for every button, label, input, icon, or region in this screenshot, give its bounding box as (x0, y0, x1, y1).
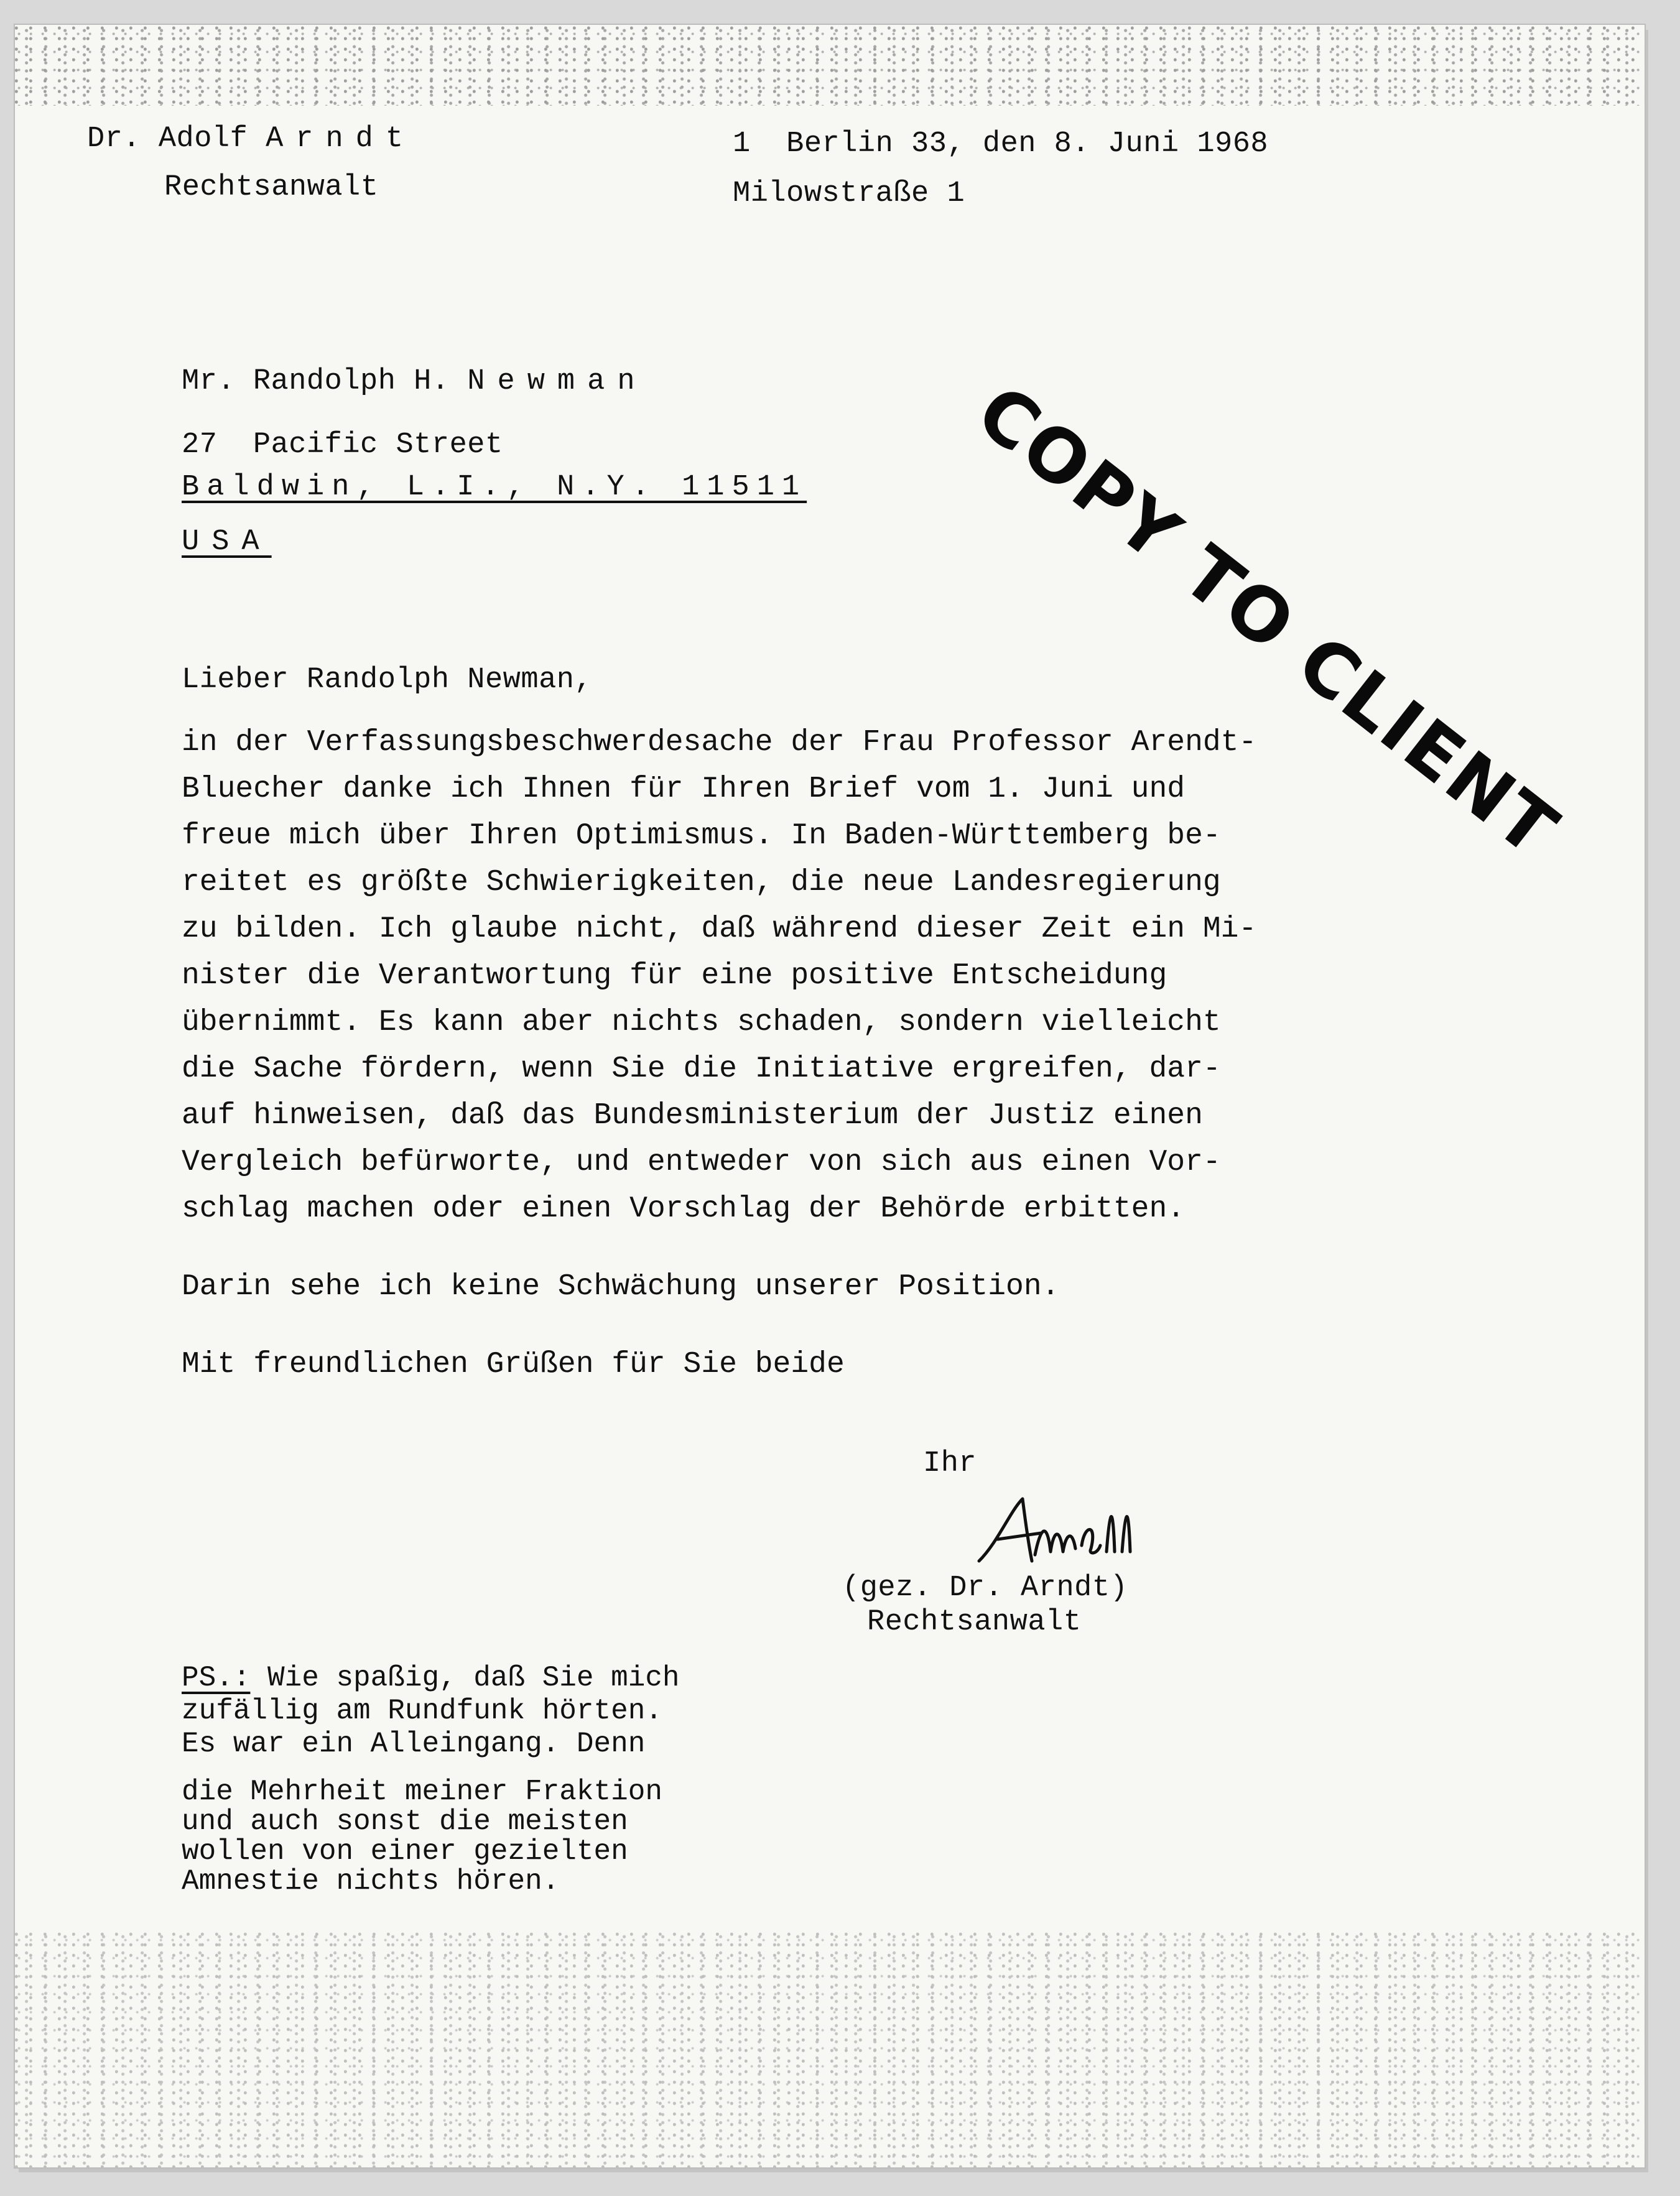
body-line: schlag machen oder einen Vorschlag der Behörde erbitten. (182, 1192, 1186, 1226)
ps-line: Amnestie nichts hören. (182, 1865, 560, 1897)
body-line: nister die Verantwortung für eine positive Entscheidung (182, 959, 1167, 993)
ps-line: Es war ein Alleingang. Denn (182, 1728, 646, 1760)
body-line: in der Verfassungsbeschwerdesache der Frau Professor Arendt- (182, 726, 1257, 759)
recipient-surname: Newman (467, 365, 647, 398)
copier-noise-bottom (15, 1931, 1645, 2167)
ps-line: und auch sonst die meisten (182, 1805, 628, 1838)
recipient-country: USA (182, 526, 272, 558)
body-line: reitet es größte Schwierigkeiten, die neue Landesregierung (182, 866, 1221, 899)
body-line: übernimmt. Es kann aber nichts schaden, sondern vielleicht (182, 1006, 1221, 1039)
place-date: 1 Berlin 33, den 8. Juni 1968 (733, 127, 1269, 160)
ps-first-line (182, 1664, 680, 1692)
body-line: freue mich über Ihren Optimismus. In Baden-Württemberg be- (182, 819, 1221, 853)
ps-text: Wie spaßig, daß Sie mich (267, 1662, 680, 1694)
sender-street: Milowstraße 1 (733, 177, 965, 210)
copy-to-client-stamp: COPY TO CLIENT (961, 368, 1575, 874)
sender-profession: Rechtsanwalt (164, 171, 379, 204)
sender-name (87, 124, 415, 154)
letter-page (15, 25, 1645, 2167)
body-line: Bluecher danke ich Ihnen für Ihren Brief vom 1. Juni und (182, 772, 1186, 806)
ps-label: PS.: (182, 1662, 251, 1694)
body-line: Vergleich befürworte, und entweder von sich aus einen Vor- (182, 1146, 1221, 1179)
handwritten-signature (973, 1486, 1147, 1573)
ps-line: zufällig am Rundfunk hörten. (182, 1695, 662, 1727)
recipient-name (182, 367, 647, 396)
sender-surname: Arndt (266, 123, 416, 155)
recipient-city: Baldwin, L.I., N.Y. 11511 (182, 471, 807, 504)
ps-line: die Mehrheit meiner Fraktion (182, 1776, 662, 1808)
recipient-name-prefix: Mr. Randolph H. (182, 365, 450, 398)
paragraph-2: Darin sehe ich keine Schwächung unserer Position. (182, 1270, 1060, 1304)
ps-line: wollen von einer gezielten (182, 1835, 628, 1868)
copier-noise-top (15, 25, 1645, 106)
signer-title: Rechtsanwalt (867, 1606, 1082, 1639)
signer-name: (gez. Dr. Arndt) (842, 1572, 1128, 1605)
body-line: auf hinweisen, daß das Bundesministerium der Justiz einen (182, 1099, 1203, 1133)
body-line: die Sache fördern, wenn Sie die Initiative ergreifen, dar- (182, 1052, 1221, 1086)
salutation: Lieber Randolph Newman, (182, 664, 593, 697)
closing: Mit freundlichen Grüßen für Sie beide (182, 1348, 845, 1381)
body-line: zu bilden. Ich glaube nicht, daß während dieser Zeit ein Mi- (182, 912, 1257, 946)
recipient-street: 27 Pacific Street (182, 429, 503, 461)
signoff: Ihr (923, 1447, 977, 1480)
sender-name-prefix: Dr. Adolf (87, 123, 248, 155)
